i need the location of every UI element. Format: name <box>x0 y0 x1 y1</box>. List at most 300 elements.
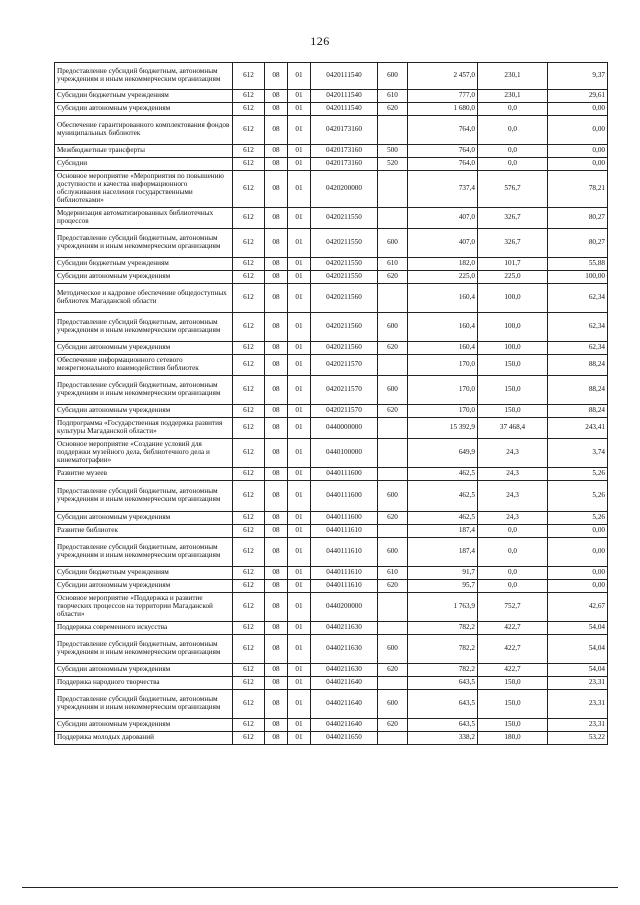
row-planned-amount: 160,4 <box>408 313 478 342</box>
row-planned-amount: 462,5 <box>408 481 478 512</box>
row-percent: 88,24 <box>548 376 608 405</box>
row-subsection-code: 01 <box>288 145 311 158</box>
row-subsection-code: 01 <box>288 690 311 719</box>
row-actual-amount: 150,0 <box>478 376 548 405</box>
row-subsection-code: 01 <box>288 593 311 622</box>
table-row <box>55 342 608 355</box>
row-ved-code: 612 <box>233 538 265 567</box>
row-target-code: 0440211630 <box>311 622 378 635</box>
row-subsection-code: 01 <box>288 481 311 512</box>
row-ved-code: 612 <box>233 116 265 145</box>
row-section-code: 08 <box>265 258 288 271</box>
row-planned-amount: 1 763,9 <box>408 593 478 622</box>
row-expense-type-code: 620 <box>378 103 408 116</box>
table-row <box>55 719 608 732</box>
row-name: Субсидии бюджетным учреждениям <box>55 567 233 580</box>
row-section-code: 08 <box>265 719 288 732</box>
row-expense-type-code: 600 <box>378 538 408 567</box>
row-subsection-code: 01 <box>288 405 311 418</box>
row-percent: 3,74 <box>548 439 608 468</box>
row-percent: 0,00 <box>548 538 608 567</box>
row-name: Предоставление субсидий бюджетным, автономным учреждениям и иным некоммерческим организациям <box>55 481 233 512</box>
row-percent: 0,00 <box>548 103 608 116</box>
table-row <box>55 677 608 690</box>
row-percent: 62,34 <box>548 313 608 342</box>
row-planned-amount: 649,9 <box>408 439 478 468</box>
row-subsection-code: 01 <box>288 439 311 468</box>
row-planned-amount: 170,0 <box>408 355 478 376</box>
row-expense-type-code <box>378 208 408 229</box>
row-subsection-code: 01 <box>288 90 311 103</box>
row-planned-amount: 1 680,0 <box>408 103 478 116</box>
row-actual-amount: 100,0 <box>478 313 548 342</box>
table-row <box>55 732 608 745</box>
row-section-code: 08 <box>265 481 288 512</box>
row-percent: 54,04 <box>548 622 608 635</box>
row-expense-type-code <box>378 355 408 376</box>
table-row <box>55 567 608 580</box>
row-section-code: 08 <box>265 677 288 690</box>
row-ved-code: 612 <box>233 719 265 732</box>
row-expense-type-code <box>378 732 408 745</box>
row-percent: 88,24 <box>548 355 608 376</box>
row-subsection-code: 01 <box>288 158 311 171</box>
row-target-code: 0440111610 <box>311 580 378 593</box>
row-ved-code: 612 <box>233 271 265 284</box>
row-section-code: 08 <box>265 525 288 538</box>
row-ved-code: 612 <box>233 622 265 635</box>
row-target-code: 0440111610 <box>311 567 378 580</box>
row-section-code: 08 <box>265 284 288 313</box>
row-planned-amount: 764,0 <box>408 158 478 171</box>
table-row <box>55 664 608 677</box>
row-actual-amount: 150,0 <box>478 677 548 690</box>
row-actual-amount: 24,3 <box>478 439 548 468</box>
row-actual-amount: 0,0 <box>478 567 548 580</box>
row-section-code: 08 <box>265 468 288 481</box>
row-ved-code: 612 <box>233 63 265 90</box>
row-actual-amount: 100,0 <box>478 342 548 355</box>
row-expense-type-code <box>378 284 408 313</box>
row-target-code: 0420111540 <box>311 90 378 103</box>
row-target-code: 0420200000 <box>311 171 378 208</box>
row-section-code: 08 <box>265 90 288 103</box>
row-section-code: 08 <box>265 512 288 525</box>
row-name: Субсидии бюджетным учреждениям <box>55 258 233 271</box>
row-ved-code: 612 <box>233 567 265 580</box>
row-subsection-code: 01 <box>288 418 311 439</box>
row-actual-amount: 0,0 <box>478 116 548 145</box>
row-name: Субсидии автономным учреждениям <box>55 342 233 355</box>
row-ved-code: 612 <box>233 258 265 271</box>
row-ved-code: 612 <box>233 677 265 690</box>
table-row <box>55 580 608 593</box>
table-row <box>55 635 608 664</box>
row-actual-amount: 422,7 <box>478 622 548 635</box>
row-actual-amount: 0,0 <box>478 525 548 538</box>
row-planned-amount: 782,2 <box>408 635 478 664</box>
row-name: Обеспечение гарантированного комплектования фондов муниципальных библиотек <box>55 116 233 145</box>
table-row <box>55 284 608 313</box>
table-row <box>55 468 608 481</box>
row-name: Поддержка молодых дарований <box>55 732 233 745</box>
row-subsection-code: 01 <box>288 567 311 580</box>
table-row <box>55 355 608 376</box>
row-subsection-code: 01 <box>288 103 311 116</box>
row-actual-amount: 326,7 <box>478 208 548 229</box>
row-ved-code: 612 <box>233 376 265 405</box>
row-name: Межбюджетные трансферты <box>55 145 233 158</box>
row-ved-code: 612 <box>233 145 265 158</box>
row-percent: 23,31 <box>548 690 608 719</box>
row-planned-amount: 764,0 <box>408 116 478 145</box>
row-target-code: 0440100000 <box>311 439 378 468</box>
row-subsection-code: 01 <box>288 63 311 90</box>
row-name: Субсидии автономным учреждениям <box>55 405 233 418</box>
row-ved-code: 612 <box>233 525 265 538</box>
row-name: Предоставление субсидий бюджетным, автономным учреждениям и иным некоммерческим организациям <box>55 376 233 405</box>
row-section-code: 08 <box>265 580 288 593</box>
row-expense-type-code <box>378 593 408 622</box>
row-target-code: 0440211630 <box>311 635 378 664</box>
table-row <box>55 271 608 284</box>
row-ved-code: 612 <box>233 439 265 468</box>
row-percent: 88,24 <box>548 405 608 418</box>
row-section-code: 08 <box>265 271 288 284</box>
row-section-code: 08 <box>265 635 288 664</box>
row-ved-code: 612 <box>233 418 265 439</box>
row-name: Субсидии <box>55 158 233 171</box>
row-ved-code: 612 <box>233 355 265 376</box>
table-row <box>55 525 608 538</box>
row-expense-type-code <box>378 116 408 145</box>
row-expense-type-code: 610 <box>378 567 408 580</box>
row-name: Поддержка современного искусства <box>55 622 233 635</box>
row-section-code: 08 <box>265 418 288 439</box>
row-section-code: 08 <box>265 622 288 635</box>
table-row <box>55 90 608 103</box>
row-target-code: 0420173160 <box>311 145 378 158</box>
table-row <box>55 208 608 229</box>
row-section-code: 08 <box>265 690 288 719</box>
row-subsection-code: 01 <box>288 664 311 677</box>
row-planned-amount: 643,5 <box>408 690 478 719</box>
row-percent: 0,00 <box>548 158 608 171</box>
row-ved-code: 612 <box>233 732 265 745</box>
row-planned-amount: 782,2 <box>408 664 478 677</box>
table-row <box>55 690 608 719</box>
row-expense-type-code <box>378 171 408 208</box>
row-planned-amount: 170,0 <box>408 405 478 418</box>
row-name: Методическое и кадровое обеспечение общедоступных библиотек Магаданской области <box>55 284 233 313</box>
row-actual-amount: 24,3 <box>478 468 548 481</box>
row-target-code: 0440111600 <box>311 481 378 512</box>
row-ved-code: 612 <box>233 690 265 719</box>
row-target-code: 0440211640 <box>311 677 378 690</box>
row-subsection-code: 01 <box>288 116 311 145</box>
row-ved-code: 612 <box>233 593 265 622</box>
row-percent: 5,26 <box>548 481 608 512</box>
row-name: Субсидии автономным учреждениям <box>55 512 233 525</box>
row-actual-amount: 0,0 <box>478 103 548 116</box>
row-section-code: 08 <box>265 593 288 622</box>
row-planned-amount: 338,2 <box>408 732 478 745</box>
row-name: Предоставление субсидий бюджетным, автономным учреждениям и иным некоммерческим организациям <box>55 538 233 567</box>
row-name: Модернизация автоматизированных библиотечных процессов <box>55 208 233 229</box>
row-expense-type-code: 620 <box>378 512 408 525</box>
row-ved-code: 612 <box>233 90 265 103</box>
table-row <box>55 145 608 158</box>
row-name: Основное мероприятие «Создание условий для поддержки музейного дела, библиотечного дела и кинематографии» <box>55 439 233 468</box>
row-planned-amount: 407,0 <box>408 208 478 229</box>
row-actual-amount: 230,1 <box>478 90 548 103</box>
row-expense-type-code <box>378 468 408 481</box>
row-subsection-code: 01 <box>288 538 311 567</box>
row-actual-amount: 422,7 <box>478 635 548 664</box>
row-section-code: 08 <box>265 664 288 677</box>
table-row <box>55 103 608 116</box>
row-subsection-code: 01 <box>288 512 311 525</box>
row-ved-code: 612 <box>233 158 265 171</box>
row-subsection-code: 01 <box>288 719 311 732</box>
row-ved-code: 612 <box>233 229 265 258</box>
table-row <box>55 512 608 525</box>
row-expense-type-code: 620 <box>378 664 408 677</box>
row-planned-amount: 462,5 <box>408 468 478 481</box>
row-expense-type-code: 600 <box>378 635 408 664</box>
row-section-code: 08 <box>265 171 288 208</box>
row-target-code: 0440111600 <box>311 468 378 481</box>
row-target-code: 0440211630 <box>311 664 378 677</box>
row-expense-type-code <box>378 418 408 439</box>
row-expense-type-code: 620 <box>378 719 408 732</box>
row-percent: 0,00 <box>548 580 608 593</box>
row-subsection-code: 01 <box>288 580 311 593</box>
row-planned-amount: 462,5 <box>408 512 478 525</box>
row-target-code: 0440200000 <box>311 593 378 622</box>
row-target-code: 0440111610 <box>311 538 378 567</box>
row-percent: 23,31 <box>548 719 608 732</box>
row-target-code: 0420211550 <box>311 271 378 284</box>
row-target-code: 0420211550 <box>311 258 378 271</box>
row-actual-amount: 576,7 <box>478 171 548 208</box>
row-expense-type-code <box>378 525 408 538</box>
row-actual-amount: 24,3 <box>478 481 548 512</box>
row-percent: 23,31 <box>548 677 608 690</box>
row-subsection-code: 01 <box>288 525 311 538</box>
row-section-code: 08 <box>265 103 288 116</box>
row-name: Развитие музеев <box>55 468 233 481</box>
row-name: Основное мероприятие «Поддержка и развитие творческих процессов на территории Магаданской области» <box>55 593 233 622</box>
row-name: Предоставление субсидий бюджетным, автономным учреждениям и иным некоммерческим организациям <box>55 313 233 342</box>
row-target-code: 0420211560 <box>311 284 378 313</box>
row-percent: 54,04 <box>548 664 608 677</box>
row-name: Субсидии автономным учреждениям <box>55 103 233 116</box>
row-subsection-code: 01 <box>288 622 311 635</box>
row-planned-amount: 187,4 <box>408 525 478 538</box>
row-section-code: 08 <box>265 538 288 567</box>
row-percent: 62,34 <box>548 342 608 355</box>
row-section-code: 08 <box>265 116 288 145</box>
row-expense-type-code: 600 <box>378 313 408 342</box>
row-actual-amount: 101,7 <box>478 258 548 271</box>
table-row <box>55 376 608 405</box>
table-row <box>55 538 608 567</box>
row-section-code: 08 <box>265 439 288 468</box>
row-percent: 54,04 <box>548 635 608 664</box>
row-subsection-code: 01 <box>288 376 311 405</box>
row-subsection-code: 01 <box>288 342 311 355</box>
row-name: Обеспечение информационного сетевого межрегионального взаимодействия библиотек <box>55 355 233 376</box>
row-name: Субсидии бюджетным учреждениям <box>55 90 233 103</box>
row-expense-type-code: 610 <box>378 258 408 271</box>
row-percent: 0,00 <box>548 525 608 538</box>
table-row <box>55 229 608 258</box>
row-section-code: 08 <box>265 229 288 258</box>
row-actual-amount: 150,0 <box>478 719 548 732</box>
row-planned-amount: 170,0 <box>408 376 478 405</box>
row-percent: 5,26 <box>548 468 608 481</box>
row-target-code: 0420211550 <box>311 229 378 258</box>
row-planned-amount: 225,0 <box>408 271 478 284</box>
row-ved-code: 612 <box>233 512 265 525</box>
row-percent: 0,00 <box>548 116 608 145</box>
row-actual-amount: 150,0 <box>478 355 548 376</box>
row-subsection-code: 01 <box>288 635 311 664</box>
row-percent: 42,67 <box>548 593 608 622</box>
row-target-code: 0440211640 <box>311 690 378 719</box>
row-planned-amount: 160,4 <box>408 284 478 313</box>
row-target-code: 0440000000 <box>311 418 378 439</box>
row-expense-type-code: 620 <box>378 405 408 418</box>
row-planned-amount: 95,7 <box>408 580 478 593</box>
row-actual-amount: 0,0 <box>478 580 548 593</box>
row-percent: 80,27 <box>548 229 608 258</box>
row-section-code: 08 <box>265 158 288 171</box>
row-subsection-code: 01 <box>288 208 311 229</box>
row-subsection-code: 01 <box>288 732 311 745</box>
row-planned-amount: 182,0 <box>408 258 478 271</box>
row-subsection-code: 01 <box>288 468 311 481</box>
row-percent: 53,22 <box>548 732 608 745</box>
budget-table <box>54 62 608 745</box>
row-section-code: 08 <box>265 342 288 355</box>
row-actual-amount: 0,0 <box>478 158 548 171</box>
row-ved-code: 612 <box>233 313 265 342</box>
row-subsection-code: 01 <box>288 355 311 376</box>
row-percent: 0,00 <box>548 145 608 158</box>
row-ved-code: 612 <box>233 635 265 664</box>
row-expense-type-code <box>378 622 408 635</box>
row-target-code: 0440111610 <box>311 525 378 538</box>
row-name: Предоставление субсидий бюджетным, автономным учреждениям и иным некоммерческим организациям <box>55 63 233 90</box>
table-row <box>55 171 608 208</box>
row-expense-type-code: 520 <box>378 158 408 171</box>
row-planned-amount: 782,2 <box>408 622 478 635</box>
row-target-code: 0420211570 <box>311 405 378 418</box>
row-ved-code: 612 <box>233 342 265 355</box>
row-expense-type-code: 600 <box>378 376 408 405</box>
row-planned-amount: 643,5 <box>408 677 478 690</box>
table-row <box>55 622 608 635</box>
row-name: Субсидии автономным учреждениям <box>55 664 233 677</box>
row-expense-type-code: 600 <box>378 481 408 512</box>
row-percent: 29,61 <box>548 90 608 103</box>
row-target-code: 0440211650 <box>311 732 378 745</box>
row-section-code: 08 <box>265 567 288 580</box>
row-expense-type-code <box>378 677 408 690</box>
row-actual-amount: 37 468,4 <box>478 418 548 439</box>
row-planned-amount: 187,4 <box>408 538 478 567</box>
row-planned-amount: 764,0 <box>408 145 478 158</box>
table-row <box>55 158 608 171</box>
row-section-code: 08 <box>265 355 288 376</box>
row-percent: 62,34 <box>548 284 608 313</box>
row-name: Поддержка народного творчества <box>55 677 233 690</box>
row-actual-amount: 150,0 <box>478 405 548 418</box>
row-subsection-code: 01 <box>288 677 311 690</box>
row-subsection-code: 01 <box>288 271 311 284</box>
row-name: Субсидии автономным учреждениям <box>55 719 233 732</box>
row-actual-amount: 422,7 <box>478 664 548 677</box>
row-percent: 5,26 <box>548 512 608 525</box>
row-percent: 9,37 <box>548 63 608 90</box>
row-expense-type-code: 600 <box>378 690 408 719</box>
table-row <box>55 481 608 512</box>
row-subsection-code: 01 <box>288 171 311 208</box>
row-ved-code: 612 <box>233 481 265 512</box>
row-actual-amount: 326,7 <box>478 229 548 258</box>
row-target-code: 0420111540 <box>311 63 378 90</box>
row-planned-amount: 2 457,0 <box>408 63 478 90</box>
row-actual-amount: 150,0 <box>478 690 548 719</box>
row-name: Предоставление субсидий бюджетным, автономным учреждениям и иным некоммерческим организациям <box>55 690 233 719</box>
row-target-code: 0420211550 <box>311 208 378 229</box>
row-percent: 0,00 <box>548 567 608 580</box>
row-planned-amount: 777,0 <box>408 90 478 103</box>
row-subsection-code: 01 <box>288 284 311 313</box>
row-actual-amount: 0,0 <box>478 538 548 567</box>
row-section-code: 08 <box>265 145 288 158</box>
row-planned-amount: 643,5 <box>408 719 478 732</box>
row-expense-type-code: 600 <box>378 229 408 258</box>
table-row <box>55 418 608 439</box>
row-name: Подпрограмма «Государственная поддержка развития культуры Магаданской области» <box>55 418 233 439</box>
table-row <box>55 63 608 90</box>
row-planned-amount: 737,4 <box>408 171 478 208</box>
row-name: Основное мероприятие «Мероприятия по повышению доступности и качества информационного обслуживания населения государственными библиотеками» <box>55 171 233 208</box>
row-planned-amount: 15 392,9 <box>408 418 478 439</box>
row-section-code: 08 <box>265 63 288 90</box>
row-expense-type-code: 600 <box>378 63 408 90</box>
row-actual-amount: 24,3 <box>478 512 548 525</box>
row-section-code: 08 <box>265 376 288 405</box>
row-percent: 55,88 <box>548 258 608 271</box>
row-section-code: 08 <box>265 732 288 745</box>
row-ved-code: 612 <box>233 664 265 677</box>
row-expense-type-code: 610 <box>378 90 408 103</box>
row-subsection-code: 01 <box>288 258 311 271</box>
budget-table-body <box>55 63 608 745</box>
row-name: Субсидии автономным учреждениям <box>55 271 233 284</box>
row-actual-amount: 230,1 <box>478 63 548 90</box>
table-row <box>55 116 608 145</box>
row-target-code: 0420173160 <box>311 116 378 145</box>
row-actual-amount: 225,0 <box>478 271 548 284</box>
table-row <box>55 593 608 622</box>
row-section-code: 08 <box>265 313 288 342</box>
row-planned-amount: 160,4 <box>408 342 478 355</box>
